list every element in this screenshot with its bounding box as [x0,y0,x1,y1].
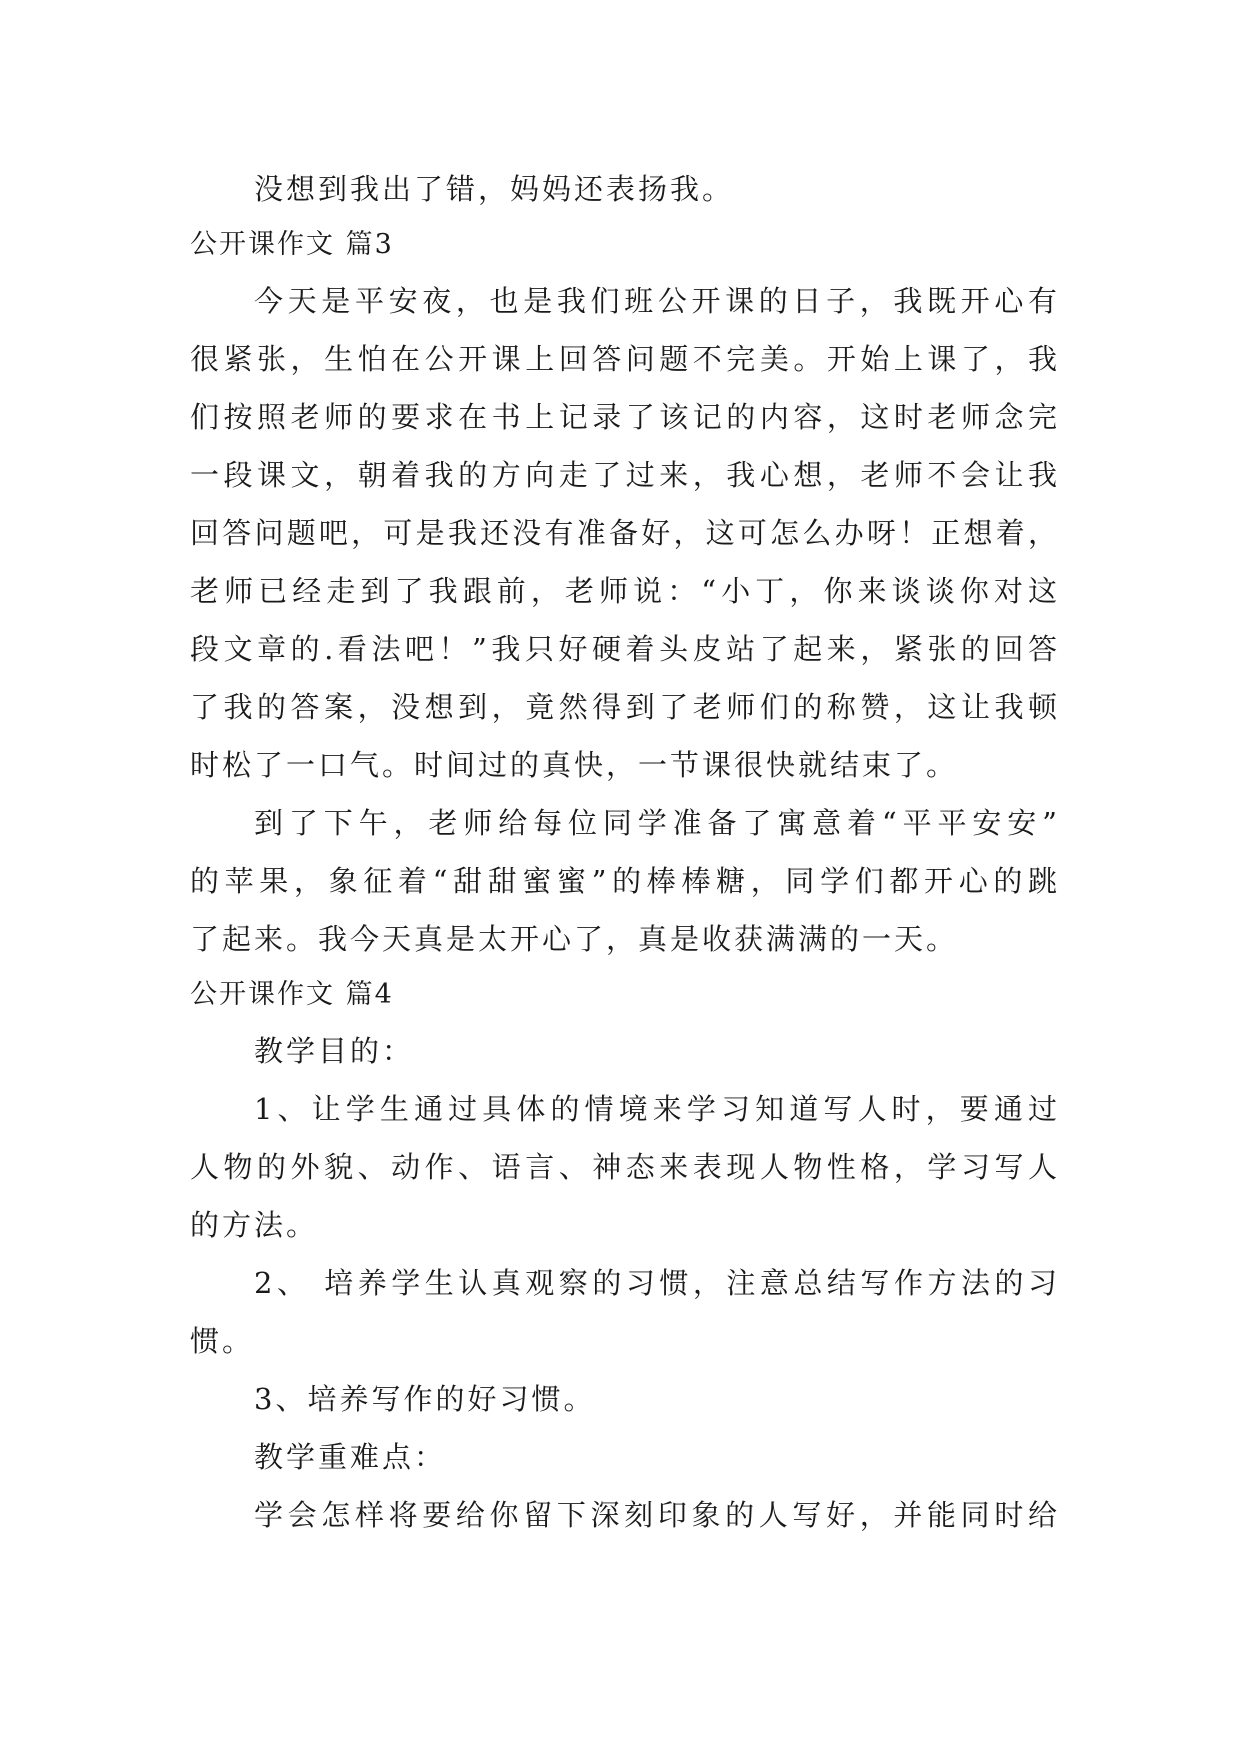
paragraph-line: 的苹果，象征着“甜甜蜜蜜”的棒棒糖，同学们都开心的跳 [190,864,1060,898]
paragraph-line: 3、培养写作的好习惯。 [254,1382,596,1416]
paragraph-line: 们按照老师的要求在书上记录了该记的内容，这时老师念完 [190,400,1060,434]
section-heading: 公开课作文 篇4 [190,979,394,1010]
paragraph-line: 学会怎样将要给你留下深刻印象的人写好，并能同时给 [254,1498,1060,1532]
paragraph-line: 教学重难点： [254,1440,447,1474]
paragraph-line: 了起来。我今天真是太开心了，真是收获满满的一天。 [190,922,959,956]
document-page [190,160,1060,1544]
paragraph-line: 段文章的.看法吧！”我只好硬着头皮站了起来，紧张的回答 [190,632,1060,666]
paragraph-line: 人物的外貌、动作、语言、神态来表现人物性格，学习写人 [190,1150,1060,1184]
section-heading: 公开课作文 篇3 [190,229,394,260]
paragraph-line: 一段课文，朝着我的方向走了过来，我心想，老师不会让我 [190,458,1060,492]
paragraph-line: 惯。 [190,1324,255,1358]
paragraph-line: 时松了一口气。时间过的真快，一节课很快就结束了。 [190,748,959,782]
paragraph-line: 到了下午，老师给每位同学准备了寓意着“平平安安” [254,806,1060,840]
paragraph-line: 的方法。 [190,1208,319,1242]
paragraph-line: 今天是平安夜，也是我们班公开课的日子，我既开心有 [254,284,1060,318]
paragraph-line: 1、让学生通过具体的情境来学习知道写人时，要通过 [254,1092,1060,1126]
paragraph-line: 2、 培养学生认真观察的习惯，注意总结写作方法的习 [254,1266,1060,1300]
paragraph-line: 了我的答案，没想到，竟然得到了老师们的称赞，这让我顿 [190,690,1060,724]
paragraph-line: 回答问题吧，可是我还没有准备好，这可怎么办呀！正想着， [190,516,1060,550]
paragraph-line: 很紧张，生怕在公开课上回答问题不完美。开始上课了，我 [190,342,1060,376]
paragraph-line: 没想到我出了错，妈妈还表扬我。 [254,172,735,206]
paragraph-line: 教学目的： [254,1034,415,1068]
paragraph-line: 老师已经走到了我跟前，老师说：“小丁，你来谈谈你对这 [190,574,1060,608]
